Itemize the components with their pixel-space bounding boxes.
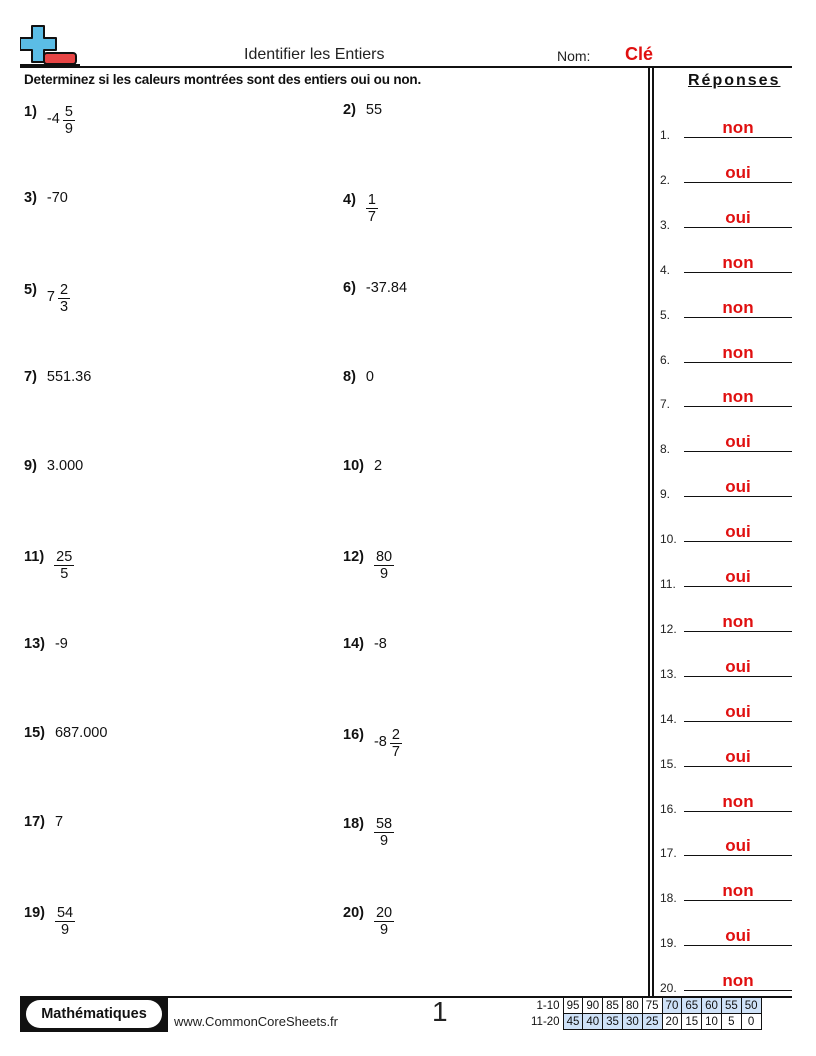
- page-number: 1: [432, 996, 448, 1027]
- problem-value: 687.000: [54, 725, 108, 741]
- header-rule: [20, 66, 792, 68]
- problem-number: 15): [24, 725, 45, 741]
- problem-value: 2: [373, 458, 383, 474]
- problem-item: [343, 369, 374, 385]
- answer-number: 5.: [660, 307, 671, 322]
- answer-row: [660, 292, 792, 322]
- problem-number: 19): [24, 905, 45, 921]
- answer-number: 17.: [660, 846, 677, 861]
- problem-number: 11): [24, 549, 45, 565]
- score-cell: 75: [642, 998, 662, 1014]
- numerator: 1: [367, 192, 376, 208]
- score-range-label: 11-20: [531, 1015, 560, 1028]
- problem-item: [343, 190, 378, 225]
- problem-item: [343, 903, 394, 938]
- score-cell: 50: [741, 998, 761, 1014]
- problem-number: 2): [343, 102, 356, 118]
- fraction: [63, 104, 75, 137]
- numerator: 20: [375, 905, 393, 921]
- answer-value: oui: [725, 656, 751, 676]
- problem-number: 13): [24, 636, 45, 652]
- fraction: [390, 727, 402, 760]
- problem-item: [24, 725, 107, 741]
- answer-value: non: [722, 342, 754, 362]
- answer-row: [660, 830, 792, 860]
- problem-number: 7): [24, 369, 37, 385]
- denominator: 9: [64, 121, 73, 137]
- problem-item: [24, 280, 70, 315]
- answer-value: oui: [725, 746, 751, 766]
- problem-number: 14): [343, 636, 364, 652]
- answer-value: non: [722, 118, 754, 137]
- answer-value: non: [722, 881, 754, 901]
- problem-number: 4): [343, 192, 356, 208]
- denominator: 3: [59, 299, 69, 315]
- answer-row: [660, 337, 792, 367]
- numerator: 2: [391, 727, 400, 743]
- problem-value: 3.000: [46, 458, 84, 474]
- answer-value: oui: [725, 567, 751, 586]
- problem-number: 12): [343, 549, 364, 565]
- problem-number: 17): [24, 814, 45, 830]
- answer-row: [660, 561, 792, 591]
- problem-number: 10): [343, 458, 364, 474]
- problem-number: 9): [24, 458, 37, 474]
- answer-number: 19.: [660, 936, 677, 951]
- answer-row: [660, 516, 792, 546]
- score-cell: 60: [702, 998, 722, 1014]
- answer-number: 12.: [660, 621, 677, 636]
- answer-value: non: [722, 252, 754, 272]
- answer-number: 2.: [660, 172, 671, 187]
- answer-number: 3.: [660, 217, 671, 232]
- answers-title: Réponses: [688, 72, 781, 89]
- answer-number: 4.: [660, 262, 671, 277]
- answer-number: 10.: [660, 532, 677, 547]
- fraction: [374, 816, 394, 849]
- denominator: 7: [391, 744, 400, 760]
- fraction: [55, 905, 75, 938]
- numerator: 58: [375, 816, 393, 832]
- problem-value: -37.84: [365, 280, 408, 296]
- answer-row: [660, 202, 792, 232]
- answer-value: non: [722, 297, 754, 317]
- score-cell: 55: [721, 998, 741, 1014]
- score-cell: 65: [682, 998, 702, 1014]
- answer-row: [660, 381, 792, 411]
- answer-number: 8.: [660, 442, 671, 457]
- answer-value: non: [722, 611, 754, 631]
- problem-item: [24, 814, 63, 830]
- answer-number: 18.: [660, 891, 677, 906]
- denominator: 9: [61, 922, 70, 938]
- answer-number: 14.: [660, 711, 677, 726]
- problem-value: -70: [46, 190, 68, 206]
- name-label: Nom:: [557, 48, 591, 64]
- score-row: [528, 998, 761, 1014]
- answer-row: [660, 741, 792, 771]
- problem-number: 18): [343, 816, 364, 832]
- answer-row: [660, 471, 792, 501]
- denominator: 5: [60, 566, 69, 582]
- answer-row: [660, 696, 792, 726]
- numerator: 5: [64, 104, 73, 120]
- problem-number: 20): [343, 905, 364, 921]
- denominator: 7: [367, 209, 376, 225]
- answer-number: 9.: [660, 487, 671, 502]
- problem-number: 8): [343, 369, 356, 385]
- numerator: 2: [59, 282, 69, 298]
- problem-item: [24, 903, 75, 938]
- problem-item: [24, 102, 75, 137]
- problem-item: [24, 636, 68, 652]
- answer-value: non: [722, 791, 754, 811]
- score-cell: 80: [622, 998, 642, 1014]
- name-value: Clé: [625, 44, 654, 64]
- answer-value: oui: [725, 207, 751, 227]
- score-cell: 25: [642, 1014, 662, 1030]
- problem-value: 7: [54, 814, 64, 830]
- fraction: [366, 192, 378, 225]
- answer-row: [660, 112, 792, 142]
- score-cell: 15: [682, 1014, 702, 1030]
- problem-item: [343, 280, 407, 296]
- problem-value: -8: [373, 636, 387, 652]
- answer-row: [660, 606, 792, 636]
- problem-number: 3): [24, 190, 37, 206]
- problem-number: 1): [24, 104, 37, 120]
- answer-row: [660, 157, 792, 187]
- fraction: [58, 282, 70, 315]
- denominator: 9: [380, 833, 389, 849]
- site-url: www.CommonCoreSheets.fr: [174, 1014, 338, 1029]
- whole-number: 7: [46, 289, 55, 305]
- answer-value: oui: [725, 926, 751, 946]
- answer-row: [660, 875, 792, 905]
- score-cell: 85: [603, 998, 623, 1014]
- problem-value: 55: [365, 102, 383, 118]
- answer-value: oui: [725, 162, 751, 182]
- score-cell: 35: [603, 1014, 623, 1030]
- answer-number: 15.: [660, 756, 677, 771]
- fraction: [54, 549, 74, 582]
- problem-number: 6): [343, 280, 356, 296]
- answer-value: non: [722, 971, 754, 991]
- score-row: [528, 1014, 761, 1030]
- score-cell: 20: [662, 1014, 682, 1030]
- numerator: 80: [375, 549, 393, 565]
- problem-number: 5): [24, 282, 37, 298]
- whole-number: -8: [373, 734, 387, 750]
- fraction: [374, 905, 394, 938]
- answer-number: 11.: [660, 577, 676, 591]
- numerator: 54: [56, 905, 74, 921]
- answer-value: non: [722, 387, 754, 407]
- problem-item: [343, 725, 402, 760]
- fraction: [374, 549, 394, 582]
- answer-row: [660, 920, 792, 950]
- answer-value: oui: [725, 701, 751, 721]
- score-cell: 45: [563, 1014, 583, 1030]
- column-divider: [648, 68, 650, 996]
- answer-row: [660, 426, 792, 456]
- answer-number: 20.: [660, 981, 677, 996]
- answer-value: oui: [725, 432, 751, 452]
- score-cell: 95: [563, 998, 583, 1014]
- problem-item: [343, 458, 382, 474]
- problem-item: [24, 190, 68, 206]
- score-cell: 70: [662, 998, 682, 1014]
- numerator: 25: [56, 549, 73, 565]
- problem-item: [343, 814, 394, 849]
- answer-row: [660, 247, 792, 277]
- denominator: 9: [380, 922, 389, 938]
- score-cell: 40: [583, 1014, 603, 1030]
- answer-value: oui: [725, 836, 751, 856]
- problem-item: [343, 102, 382, 118]
- problem-item: [24, 458, 83, 474]
- problem-item: [24, 547, 74, 582]
- answer-row: [660, 651, 792, 681]
- score-range-label: 1-10: [536, 999, 560, 1012]
- whole-number: -4: [46, 111, 60, 127]
- answer-number: 16.: [660, 801, 677, 816]
- answer-value: oui: [725, 522, 751, 542]
- plus-minus-logo-icon: [20, 24, 80, 66]
- problem-item: [343, 547, 394, 582]
- answer-row: [660, 786, 792, 816]
- problem-value: -9: [54, 636, 68, 652]
- problem-value: 0: [365, 369, 374, 385]
- answer-value: oui: [725, 477, 751, 497]
- problem-item: [343, 636, 387, 652]
- score-cell: 90: [583, 998, 603, 1014]
- column-divider: [652, 68, 654, 996]
- answer-number: 1.: [660, 128, 671, 142]
- worksheet-title: Identifier les Entiers: [244, 46, 385, 63]
- answer-number: 13.: [660, 666, 677, 681]
- answer-number: 6.: [660, 352, 671, 367]
- score-cell: 0: [741, 1014, 761, 1030]
- score-cell: 10: [702, 1014, 722, 1030]
- problem-number: 16): [343, 727, 364, 743]
- answer-row: [660, 965, 792, 995]
- brand-label: Mathématiques: [26, 1000, 162, 1028]
- problem-item: [24, 369, 91, 385]
- denominator: 9: [380, 566, 389, 582]
- score-table: [528, 997, 762, 1030]
- score-cell: 30: [622, 1014, 642, 1030]
- score-cell: 5: [721, 1014, 741, 1030]
- instructions: Determinez si les caleurs montrées sont des entiers oui ou non.: [24, 72, 422, 87]
- problem-value: 551.36: [46, 369, 92, 385]
- answer-number: 7.: [660, 397, 671, 412]
